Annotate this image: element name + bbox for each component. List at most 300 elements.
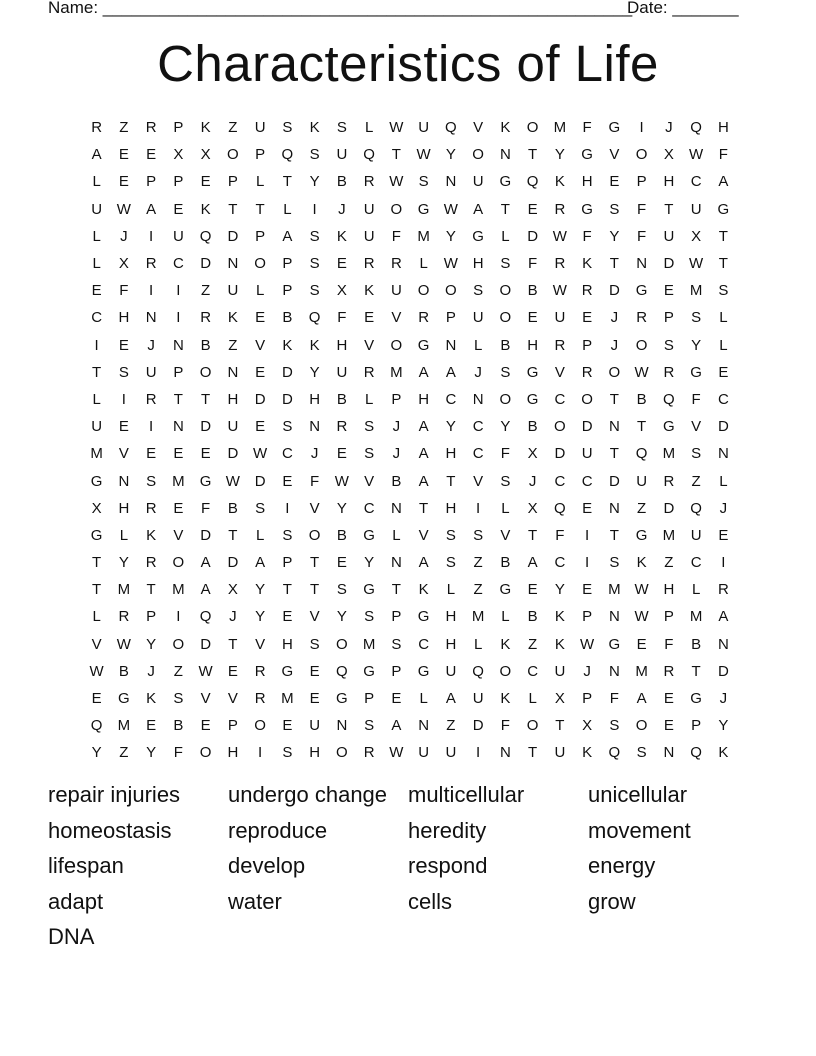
grid-row <box>83 223 737 250</box>
grid-letter: E <box>282 472 293 490</box>
grid-letter: L <box>255 526 265 544</box>
grid-letter: C <box>91 309 103 327</box>
grid-letter: U <box>172 227 184 245</box>
grid-letter: T <box>419 499 429 517</box>
grid-row <box>83 386 737 413</box>
grid-letter: D <box>663 499 675 517</box>
grid-letter: S <box>609 717 620 735</box>
grid-letter: S <box>445 526 456 544</box>
grid-letter: S <box>173 690 184 708</box>
grid-letter: P <box>582 608 593 626</box>
grid-letter: H <box>309 744 321 762</box>
grid-letter: S <box>364 418 375 436</box>
grid-letter: S <box>364 445 375 463</box>
grid-letter: C <box>281 445 293 463</box>
grid-letter: D <box>717 662 729 680</box>
grid-letter: S <box>309 146 320 164</box>
grid-letter: M <box>608 581 621 599</box>
grid-letter: F <box>555 526 565 544</box>
grid-letter: I <box>639 119 644 137</box>
grid-letter: O <box>445 282 457 300</box>
grid-letter: E <box>118 173 129 191</box>
grid-letter: Q <box>363 146 375 164</box>
grid-letter: T <box>310 581 320 599</box>
grid-letter: E <box>118 336 129 354</box>
grid-letter: Q <box>90 717 103 735</box>
grid-letter: E <box>663 717 674 735</box>
grid-letter: Q <box>445 119 457 137</box>
grid-letter: T <box>228 200 238 218</box>
grid-letter: N <box>336 717 348 735</box>
grid-row <box>83 495 737 522</box>
grid-letter: T <box>528 526 538 544</box>
grid-letter: H <box>227 744 239 762</box>
grid-letter: J <box>610 309 619 327</box>
grid-letter: M <box>471 608 485 626</box>
grid-letter: P <box>663 309 674 327</box>
grid-letter: V <box>200 690 211 708</box>
grid-letter: G <box>363 526 375 544</box>
grid-letter: V <box>473 472 484 490</box>
grid-letter: R <box>554 336 566 354</box>
grid-letter: D <box>254 390 266 408</box>
grid-letter: E <box>336 554 347 572</box>
grid-letter: K <box>582 744 593 762</box>
grid-letter: X <box>582 717 593 735</box>
grid-letter: B <box>500 554 511 572</box>
grid-letter: T <box>92 363 102 381</box>
grid-letter: Q <box>554 499 566 517</box>
grid-letter: T <box>310 554 320 572</box>
grid-letter: W <box>89 662 104 680</box>
grid-letter: Z <box>201 282 211 300</box>
grid-letter: N <box>118 472 130 490</box>
grid-letter: E <box>527 581 538 599</box>
grid-letter: H <box>663 581 675 599</box>
grid-letter: G <box>472 227 484 245</box>
grid-letter: G <box>199 472 212 490</box>
grid-row <box>83 712 737 739</box>
grid-letter: V <box>691 418 702 436</box>
grid-letter: D <box>581 418 593 436</box>
grid-letter: V <box>118 445 129 463</box>
grid-letter: J <box>310 445 319 463</box>
grid-letter: W <box>580 635 595 653</box>
grid-letter: N <box>717 445 729 463</box>
grid-letter: K <box>309 336 320 354</box>
grid-letter: L <box>501 499 510 517</box>
grid-letter: U <box>418 744 430 762</box>
grid-letter: W <box>389 173 404 191</box>
grid-letter: M <box>689 282 703 300</box>
grid-letter: Y <box>336 608 347 626</box>
grid-letter: U <box>336 146 348 164</box>
grid-letter: V <box>309 499 320 517</box>
grid-letter: U <box>254 119 266 137</box>
grid-letter: O <box>254 717 266 735</box>
grid-letter: O <box>499 390 512 408</box>
grid-letter: D <box>200 635 212 653</box>
grid-letter: W <box>389 744 404 762</box>
grid-letter: O <box>336 635 348 653</box>
grid-letter: B <box>336 390 347 408</box>
grid-letter: Y <box>146 635 157 653</box>
grid-letter: K <box>554 608 565 626</box>
grid-letter: U <box>309 717 321 735</box>
grid-letter: O <box>417 282 430 300</box>
word-list-item: multicellular <box>408 782 525 807</box>
grid-letter: L <box>255 282 265 300</box>
grid-letter: K <box>636 554 647 572</box>
grid-row <box>83 196 737 223</box>
grid-letter: C <box>690 554 702 572</box>
grid-letter: O <box>308 526 321 544</box>
grid-letter: I <box>585 526 590 544</box>
grid-letter: S <box>309 282 320 300</box>
grid-letter: M <box>172 581 185 599</box>
grid-letter: P <box>227 173 238 191</box>
grid-letter: D <box>227 227 239 245</box>
grid-letter: R <box>200 309 212 327</box>
grid-letter: W <box>443 255 458 273</box>
grid-letter: Z <box>119 119 129 137</box>
grid-letter: H <box>336 336 348 354</box>
grid-letter: L <box>119 526 129 544</box>
grid-letter: L <box>719 472 728 490</box>
grid-letter: I <box>285 499 290 517</box>
grid-letter: K <box>146 690 157 708</box>
grid-letter: Y <box>91 744 102 762</box>
grid-letter: E <box>173 499 184 517</box>
grid-letter: K <box>200 200 211 218</box>
grid-letter: H <box>118 499 130 517</box>
grid-letter: I <box>121 390 126 408</box>
grid-row <box>83 141 737 168</box>
grid-letter: J <box>583 662 591 680</box>
grid-letter: F <box>500 717 510 735</box>
grid-letter: F <box>119 282 129 300</box>
grid-letter: Y <box>445 146 456 164</box>
grid-letter: E <box>173 200 184 218</box>
grid-letter: U <box>418 119 430 137</box>
name-field-label: Name: ________________________________________________________ <box>48 0 633 17</box>
grid-letter: I <box>149 282 154 300</box>
grid-letter: U <box>581 445 593 463</box>
grid-letter: U <box>445 662 457 680</box>
grid-letter: V <box>309 608 320 626</box>
grid-letter: D <box>472 717 484 735</box>
grid-letter: O <box>336 744 348 762</box>
grid-letter: J <box>147 662 155 680</box>
grid-letter: U <box>690 526 702 544</box>
grid-letter: L <box>719 309 728 327</box>
word-list-item: adapt <box>48 888 104 914</box>
grid-letter: U <box>91 200 103 218</box>
grid-letter: R <box>91 119 103 137</box>
grid-letter: Y <box>255 608 266 626</box>
grid-letter: O <box>499 662 512 680</box>
grid-letter: E <box>663 282 674 300</box>
grid-letter: T <box>282 581 292 599</box>
grid-letter: G <box>118 690 130 708</box>
grid-letter: O <box>472 146 484 164</box>
grid-letter: H <box>118 309 130 327</box>
grid-letter: I <box>176 282 181 300</box>
grid-letter: H <box>227 390 239 408</box>
grid-letter: Y <box>554 581 565 599</box>
grid-letter: S <box>309 255 320 273</box>
word-list-item: grow <box>588 888 636 914</box>
grid-letter: E <box>118 146 129 164</box>
grid-letter: T <box>609 526 619 544</box>
grid-letter: S <box>118 363 129 381</box>
grid-row <box>83 304 737 331</box>
grid-letter: H <box>418 390 430 408</box>
grid-letter: C <box>554 472 566 490</box>
grid-letter: P <box>691 717 702 735</box>
grid-letter: U <box>472 173 484 191</box>
grid-row <box>83 332 737 359</box>
grid-letter: T <box>637 418 647 436</box>
grid-letter: T <box>282 173 292 191</box>
grid-letter: Y <box>309 173 320 191</box>
grid-letter: B <box>391 472 402 490</box>
grid-letter: S <box>691 309 702 327</box>
grid-letter: X <box>336 282 347 300</box>
grid-letter: U <box>636 472 648 490</box>
grid-letter: V <box>500 526 511 544</box>
grid-letter: N <box>445 336 457 354</box>
grid-letter: L <box>92 390 101 408</box>
grid-letter: A <box>391 717 402 735</box>
grid-letter: S <box>282 526 293 544</box>
grid-letter: H <box>581 173 593 191</box>
grid-letter: Y <box>336 499 347 517</box>
grid-letter: B <box>336 173 347 191</box>
grid-letter: S <box>609 200 620 218</box>
grid-letter: G <box>635 526 648 544</box>
grid-letter: B <box>500 336 511 354</box>
grid-letter: Y <box>718 717 729 735</box>
grid-letter: C <box>527 662 539 680</box>
grid-letter: T <box>555 717 565 735</box>
grid-letter: H <box>445 608 457 626</box>
grid-letter: X <box>91 499 102 517</box>
grid-letter: H <box>445 445 457 463</box>
grid-letter: T <box>718 255 728 273</box>
grid-letter: M <box>662 526 676 544</box>
grid-letter: Y <box>445 227 456 245</box>
grid-letter: X <box>527 445 538 463</box>
grid-letter: O <box>499 282 512 300</box>
grid-letter: O <box>608 363 621 381</box>
grid-letter: T <box>528 744 538 762</box>
grid-letter: S <box>146 472 157 490</box>
grid-letter: D <box>200 255 212 273</box>
grid-letter: O <box>254 255 266 273</box>
grid-letter: U <box>145 363 157 381</box>
grid-letter: N <box>663 744 675 762</box>
grid-row <box>83 549 737 576</box>
grid-letter: D <box>608 282 620 300</box>
word-list-item: respond <box>408 853 488 879</box>
grid-letter: L <box>419 690 428 708</box>
grid-letter: F <box>201 499 211 517</box>
grid-letter: E <box>527 309 538 327</box>
grid-letter: U <box>554 662 566 680</box>
grid-letter: A <box>418 472 429 490</box>
grid-letter: G <box>608 119 621 137</box>
grid-letter: X <box>173 146 184 164</box>
grid-letter: G <box>499 173 512 191</box>
grid-letter: V <box>173 526 184 544</box>
grid-letter: Z <box>473 581 483 599</box>
grid-letter: S <box>364 717 375 735</box>
grid-letter: J <box>147 336 155 354</box>
grid-letter: X <box>200 146 211 164</box>
grid-row <box>83 168 737 195</box>
grid-letter: N <box>309 418 321 436</box>
grid-letter: E <box>255 309 266 327</box>
grid-letter: H <box>717 119 729 137</box>
grid-letter: S <box>282 418 293 436</box>
grid-letter: T <box>391 146 401 164</box>
grid-letter: T <box>609 255 619 273</box>
grid-letter: Y <box>364 554 375 572</box>
grid-letter: T <box>228 635 238 653</box>
grid-letter: F <box>637 227 647 245</box>
grid-letter: P <box>445 309 456 327</box>
grid-letter: L <box>92 608 101 626</box>
grid-letter: R <box>145 499 157 517</box>
grid-letter: U <box>390 282 402 300</box>
grid-letter: Q <box>472 662 484 680</box>
word-list <box>48 780 768 958</box>
grid-letter: R <box>581 282 593 300</box>
grid-letter: P <box>146 608 157 626</box>
grid-letter: K <box>582 255 593 273</box>
grid-letter: K <box>718 744 729 762</box>
grid-letter: R <box>336 418 348 436</box>
grid-letter: P <box>391 608 402 626</box>
grid-letter: M <box>635 662 648 680</box>
grid-letter: V <box>91 635 102 653</box>
grid-letter: E <box>582 581 593 599</box>
word-list-item: develop <box>228 853 306 879</box>
grid-letter: S <box>336 581 347 599</box>
grid-letter: N <box>499 744 511 762</box>
grid-letter: C <box>717 390 729 408</box>
grid-row <box>83 413 737 440</box>
grid-letter: E <box>91 282 102 300</box>
grid-letter: S <box>691 445 702 463</box>
grid-letter: Z <box>473 554 483 572</box>
word-list-item: lifespan <box>48 853 124 879</box>
grid-letter: Q <box>199 608 212 626</box>
grid-letter: K <box>500 635 511 653</box>
grid-letter: P <box>282 554 293 572</box>
grid-letter: O <box>526 717 539 735</box>
grid-letter: A <box>418 554 429 572</box>
grid-letter: J <box>610 336 619 354</box>
grid-letter: P <box>282 282 293 300</box>
grid-letter: H <box>281 635 293 653</box>
grid-letter: J <box>474 363 482 381</box>
grid-letter: V <box>554 363 565 381</box>
grid-letter: F <box>637 200 647 218</box>
grid-letter: B <box>282 309 293 327</box>
grid-letter: I <box>149 418 154 436</box>
grid-letter: C <box>172 255 184 273</box>
word-list-item: energy <box>588 853 656 879</box>
grid-letter: R <box>663 363 675 381</box>
grid-letter: Q <box>308 309 321 327</box>
grid-letter: W <box>116 635 131 653</box>
grid-letter: I <box>476 499 481 517</box>
grid-letter: C <box>690 173 702 191</box>
grid-letter: D <box>200 418 212 436</box>
grid-letter: P <box>582 690 593 708</box>
grid-letter: W <box>552 227 567 245</box>
grid-letter: E <box>527 200 538 218</box>
grid-letter: M <box>281 690 294 708</box>
grid-letter: N <box>390 499 402 517</box>
grid-row <box>83 658 737 685</box>
grid-letter: U <box>472 690 484 708</box>
grid-letter: W <box>334 472 349 490</box>
grid-letter: M <box>553 119 567 137</box>
grid-letter: O <box>199 363 212 381</box>
letter-grid <box>83 114 737 767</box>
grid-letter: E <box>636 635 647 653</box>
grid-letter: A <box>255 554 266 572</box>
grid-letter: N <box>608 608 620 626</box>
date-field-label: Date: _______ <box>627 0 739 17</box>
grid-letter: X <box>663 146 674 164</box>
grid-letter: R <box>254 662 266 680</box>
grid-letter: W <box>225 472 240 490</box>
grid-letter: E <box>200 445 211 463</box>
grid-letter: T <box>228 526 238 544</box>
grid-letter: P <box>255 227 266 245</box>
grid-letter: B <box>527 608 538 626</box>
grid-letter: N <box>472 390 484 408</box>
grid-letter: R <box>254 690 266 708</box>
grid-letter: M <box>689 608 703 626</box>
grid-letter: M <box>362 635 376 653</box>
grid-letter: J <box>229 608 237 626</box>
grid-letter: D <box>608 472 620 490</box>
grid-letter: F <box>310 472 320 490</box>
grid-letter: X <box>227 581 238 599</box>
grid-letter: S <box>473 282 484 300</box>
grid-letter: E <box>146 445 157 463</box>
grid-letter: C <box>554 554 566 572</box>
grid-letter: R <box>363 173 375 191</box>
grid-letter: W <box>634 363 649 381</box>
grid-letter: B <box>691 635 702 653</box>
grid-letter: Z <box>119 744 129 762</box>
grid-letter: E <box>582 309 593 327</box>
grid-letter: R <box>363 744 375 762</box>
grid-letter: W <box>198 662 213 680</box>
grid-letter: S <box>255 499 266 517</box>
grid-letter: A <box>636 690 647 708</box>
grid-letter: E <box>364 309 375 327</box>
grid-letter: B <box>173 717 184 735</box>
grid-letter: L <box>364 390 374 408</box>
grid-letter: T <box>446 472 456 490</box>
